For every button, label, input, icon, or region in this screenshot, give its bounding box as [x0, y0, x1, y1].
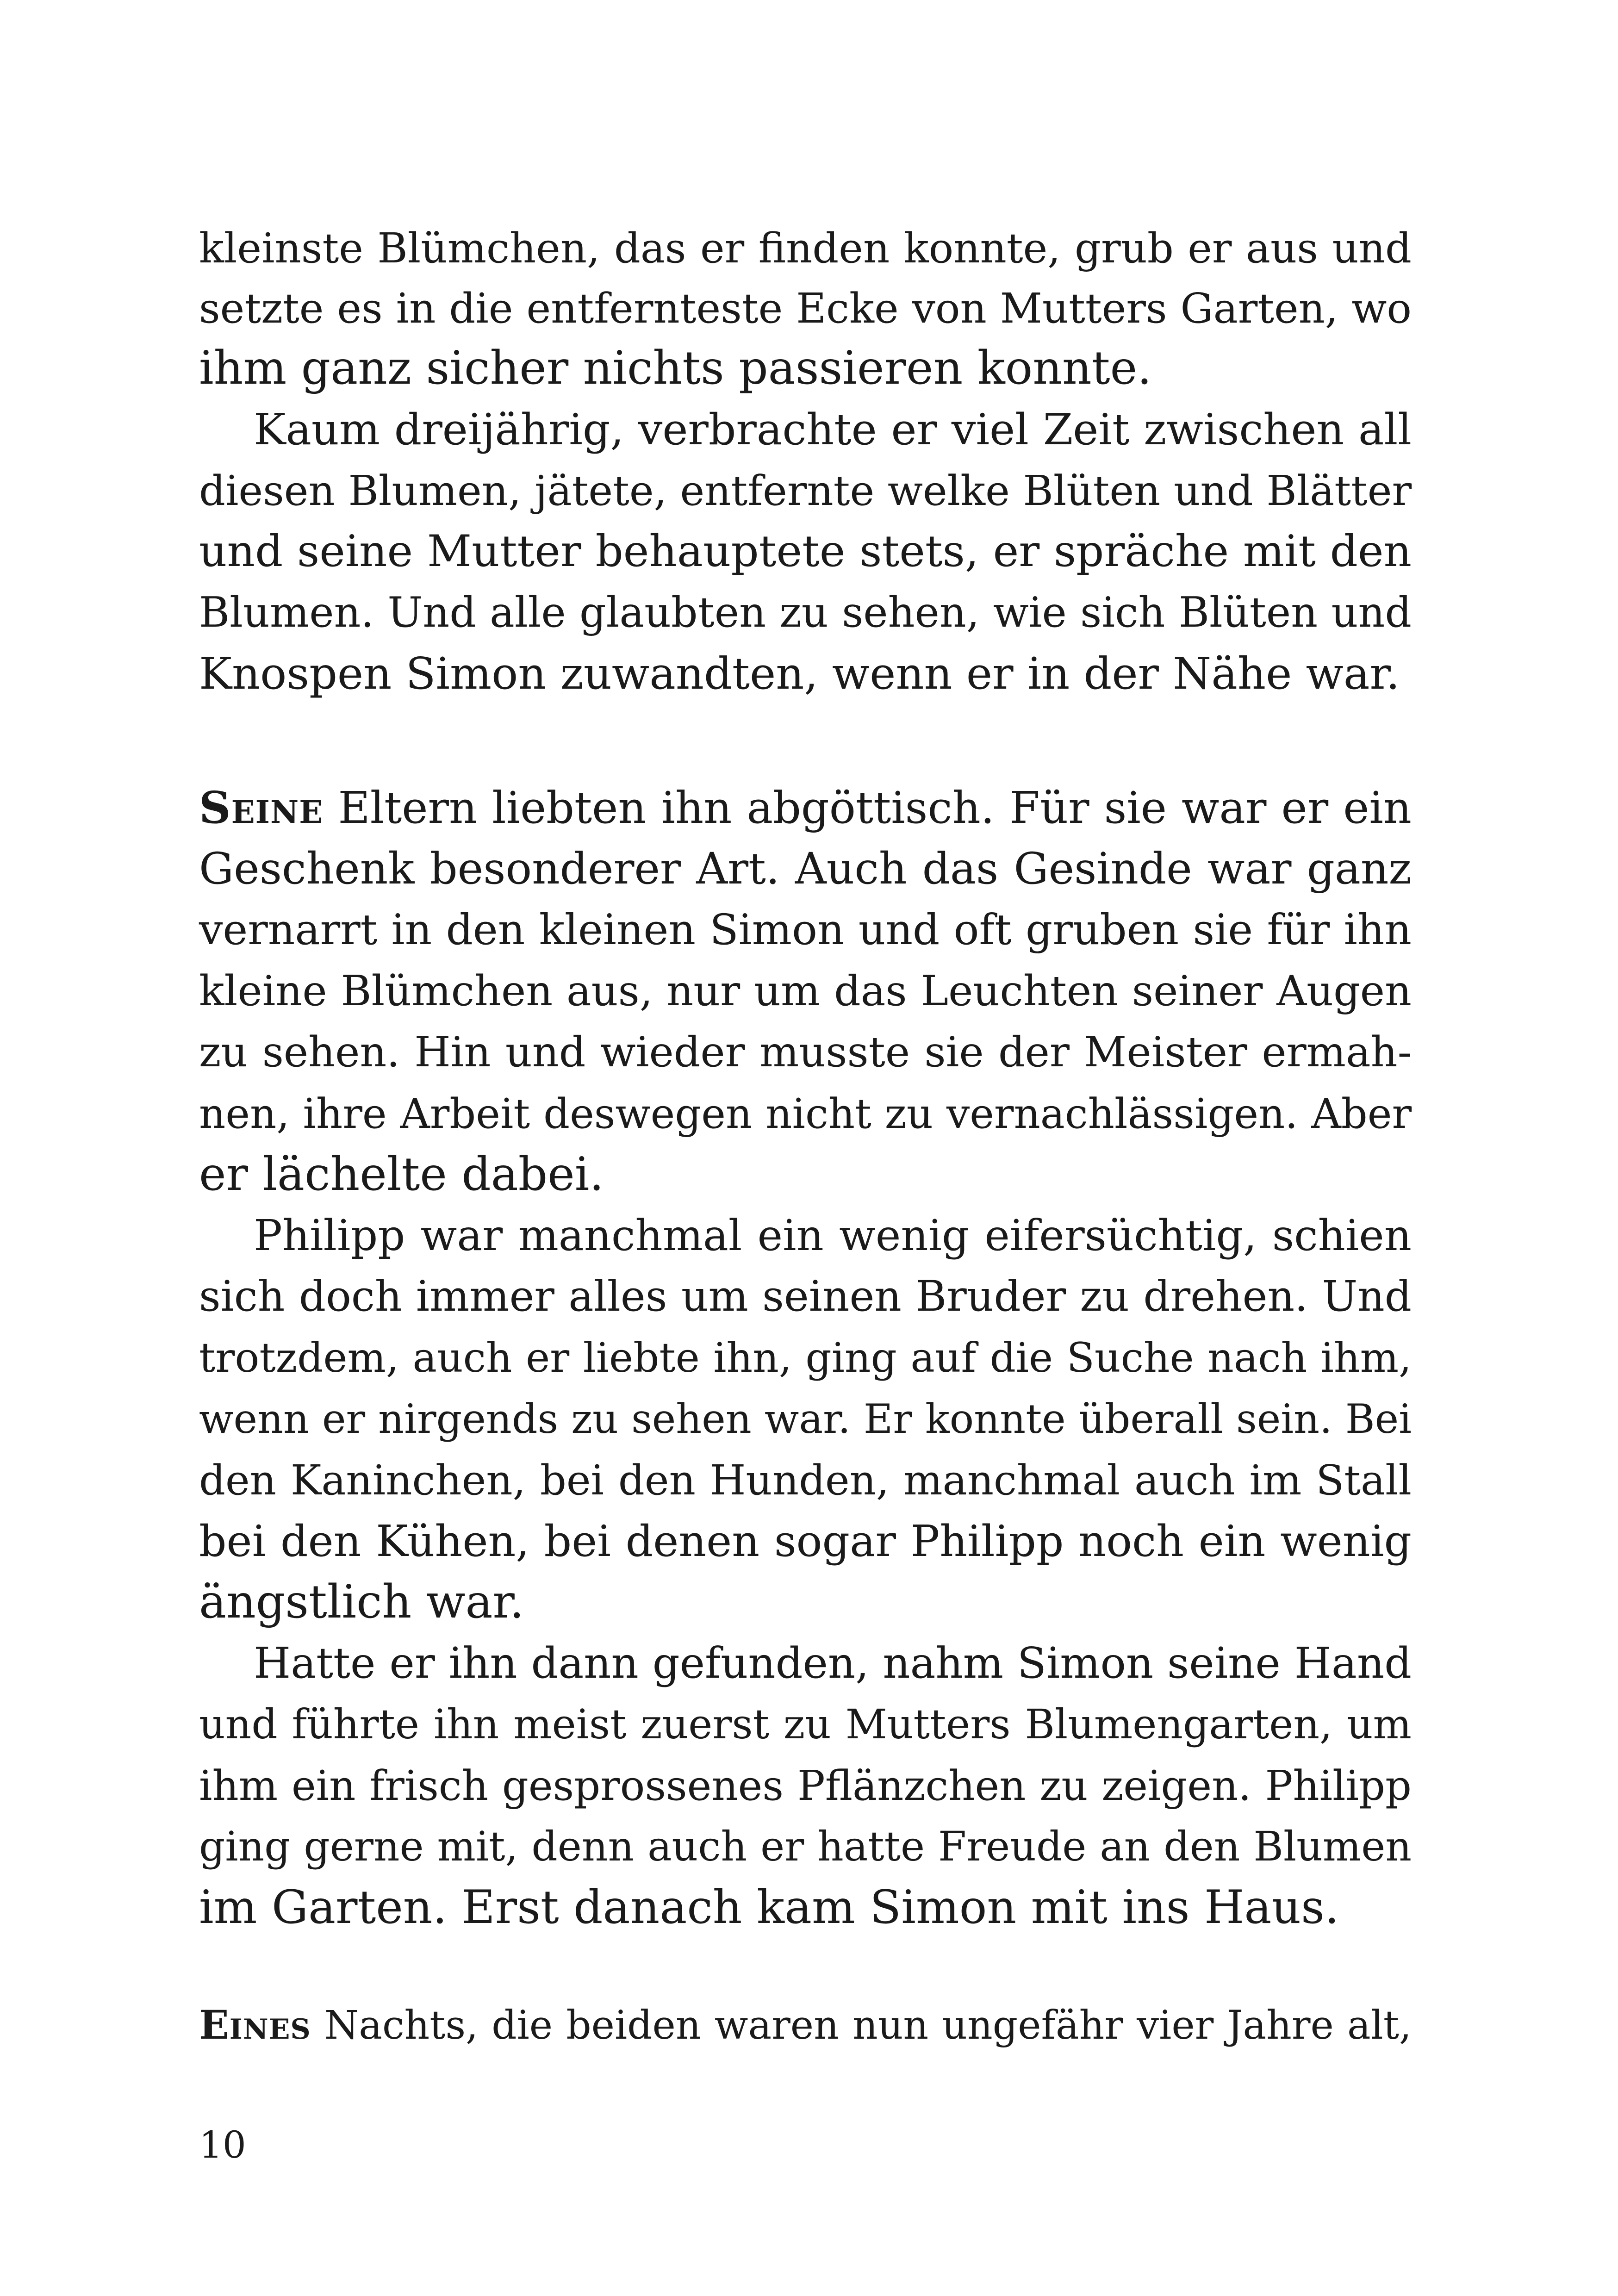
text-line: ging gerne mit, denn auch er hatte Freude an den Blumen: [199, 1823, 1412, 1870]
text-line: wenn er nirgends zu sehen war. Er konnte überall sein. Bei: [199, 1395, 1412, 1443]
text-line: Philipp war manchmal ein wenig eifersüchtig, schien: [254, 1211, 1412, 1260]
text-line: er lächelte dabei.: [199, 1148, 604, 1201]
text-line: Knospen Simon zuwandten, wenn er in der Nähe war.: [199, 648, 1400, 699]
text-line: zu sehen. Hin und wieder musste sie der Meister ermah-: [199, 1028, 1412, 1076]
text-line: Hatte er ihn dann gefunden, nahm Simon seine Hand: [254, 1638, 1412, 1688]
text-line: Seine Eltern liebten ihn abgöttisch. Für sie war er ein: [199, 782, 1412, 834]
text-line: ihm ganz sicher nichts passieren konnte.: [199, 342, 1152, 395]
text-line: bei den Kühen, bei denen sogar Philipp noch ein wenig: [199, 1516, 1412, 1566]
text-line: kleine Blümchen aus, nur um das Leuchten seiner Augen: [199, 967, 1412, 1015]
section-lead-word: Eines: [199, 2002, 311, 2048]
text-line: und seine Mutter behauptete stets, er spräche mit den: [199, 526, 1412, 577]
text-line: ängstlich war.: [199, 1575, 524, 1629]
text-line: nen, ihre Arbeit deswegen nicht zu vernachlässigen. Aber: [199, 1089, 1412, 1138]
text-line: Geschenk besonderer Art. Auch das Gesinde war ganz: [199, 844, 1412, 894]
text-line: sich doch immer alles um seinen Bruder zu drehen. Und: [199, 1272, 1412, 1321]
text-line: Blumen. Und alle glaubten zu sehen, wie sich Blüten und: [199, 588, 1412, 637]
text-line: den Kaninchen, bei den Hunden, manchmal auch im Stall: [199, 1456, 1412, 1504]
text-line: trotzdem, auch er liebte ihn, ging auf die Suche nach ihm,: [199, 1334, 1412, 1381]
page-number: 10: [199, 2123, 246, 2166]
text-line: setzte es in die entfernteste Ecke von Mutters Garten, wo: [199, 284, 1412, 332]
text-line: kleinste Blümchen, das er finden konnte, grub er aus und: [199, 224, 1412, 272]
text-line: vernarrt in den kleinen Simon und oft gruben sie für ihn: [199, 906, 1412, 954]
text-line: Eines Nachts, die beiden waren nun ungefähr vier Jahre alt,: [199, 2002, 1412, 2048]
text-line: Kaum dreijährig, verbrachte er viel Zeit zwischen all: [254, 404, 1412, 454]
section-lead-word: Seine: [199, 782, 324, 834]
text-line: ihm ein frisch gesprossenes Pflänzchen zu zeigen. Philipp: [199, 1761, 1412, 1810]
text-line: diesen Blumen, jätete, entfernte welke Blüten und Blätter: [199, 467, 1412, 515]
text-line: im Garten. Erst danach kam Simon mit ins Haus.: [199, 1881, 1339, 1934]
text-line: und führte ihn meist zuerst zu Mutters Blumengarten, um: [199, 1700, 1412, 1748]
